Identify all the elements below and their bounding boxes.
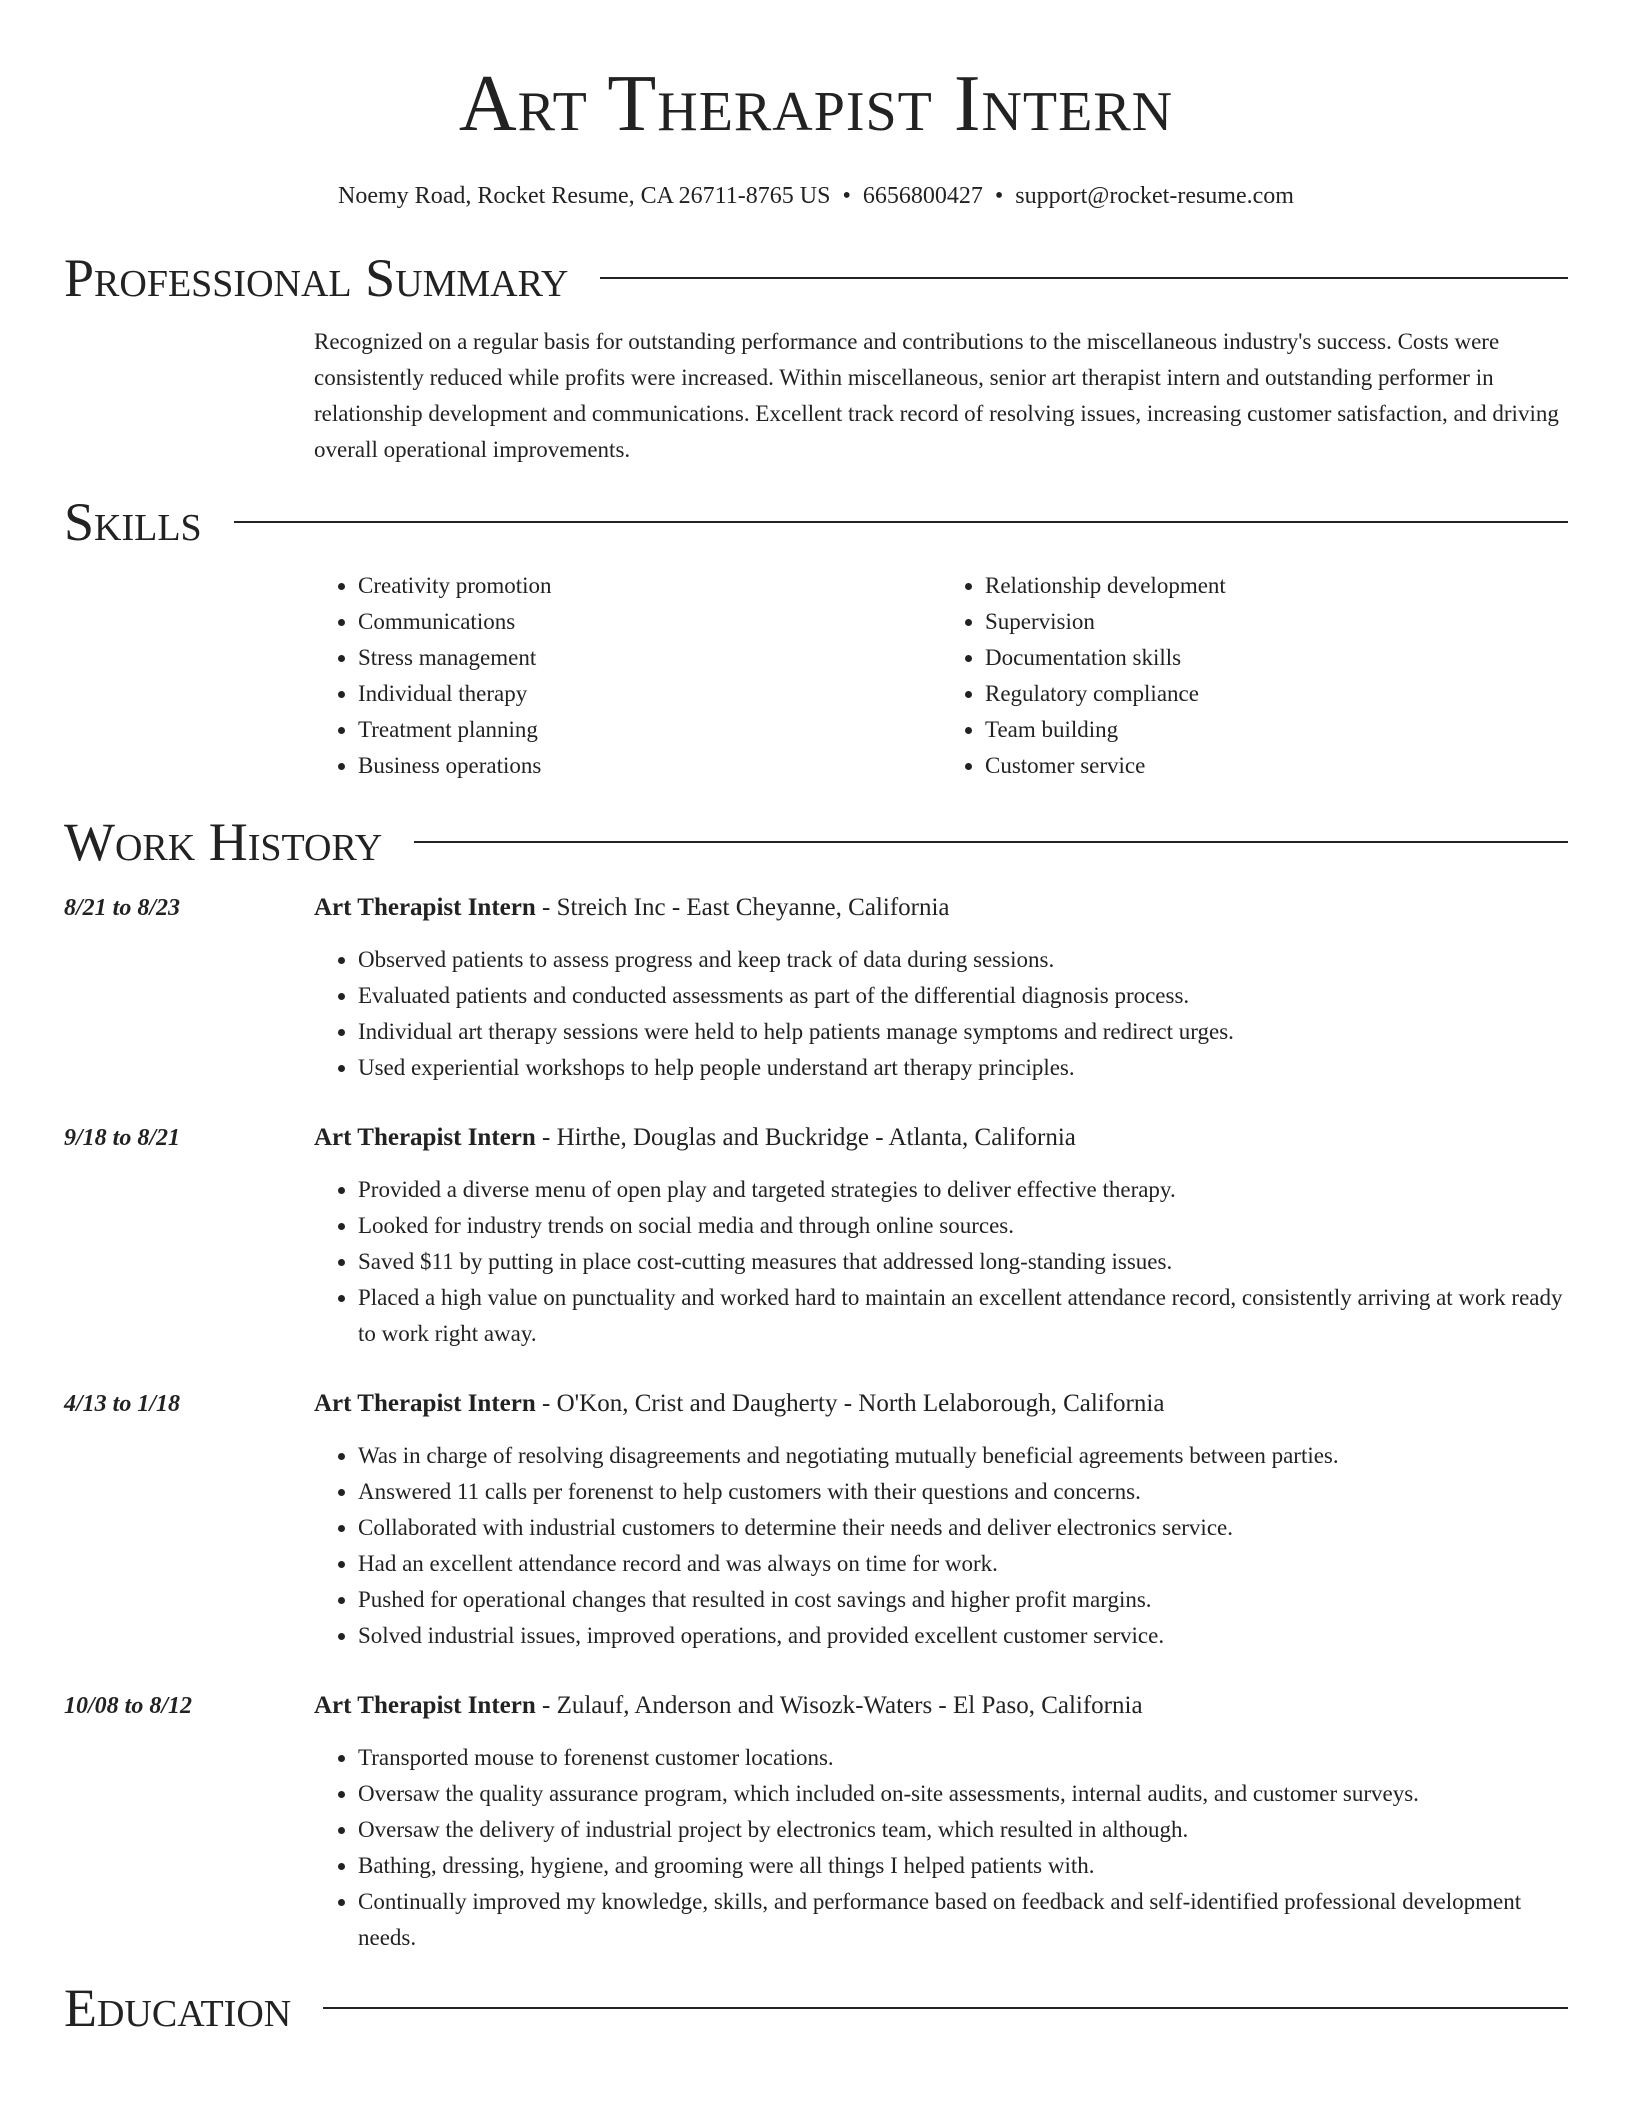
section-divider xyxy=(600,277,1568,279)
job-details xyxy=(314,1120,1568,1352)
job-role: Art Therapist Intern xyxy=(314,1124,536,1151)
summary-heading: Professional Summary xyxy=(64,248,569,308)
job-bullet: • Evaluated patients and conducted assessments as part of the differential diagnosis process. xyxy=(358,978,1568,1014)
job-details xyxy=(314,1688,1568,1956)
skills-column-left xyxy=(314,568,941,784)
skill-item: • Treatment planning xyxy=(358,712,941,748)
skill-item: • Creativity promotion xyxy=(358,568,941,604)
skills-list xyxy=(314,568,1568,784)
job-title-line xyxy=(314,890,1568,926)
skill-item: • Stress management xyxy=(358,640,941,676)
resume-name: Art Therapist Intern xyxy=(458,60,1174,148)
job-entry xyxy=(64,890,1568,1086)
contact-email: support@rocket-resume.com xyxy=(1015,183,1294,209)
skill-item: • Regulatory compliance xyxy=(985,676,1568,712)
skill-item: • Customer service xyxy=(985,748,1568,784)
skill-item: • Communications xyxy=(358,604,941,640)
section-divider xyxy=(414,841,1568,843)
job-bullet: • Collaborated with industrial customers to determine their needs and deliver electronics service. xyxy=(358,1510,1568,1546)
contact-separator: • xyxy=(994,183,1004,209)
job-bullet: • Continually improved my knowledge, skills, and performance based on feedback and self-identified professional development needs. xyxy=(358,1884,1568,1956)
job-bullets xyxy=(314,942,1568,1086)
job-dates: 8/21 to 8/23 xyxy=(64,895,181,921)
job-entry xyxy=(64,1120,1568,1352)
job-dates: 4/13 to 1/18 xyxy=(64,1391,181,1417)
job-role: Art Therapist Intern xyxy=(314,1692,536,1719)
job-bullet: • Oversaw the delivery of industrial project by electronics team, which resulted in although. xyxy=(358,1812,1568,1848)
job-bullet: • Oversaw the quality assurance program, which included on-site assessments, internal audits, and customer surveys. xyxy=(358,1776,1568,1812)
job-details xyxy=(314,890,1568,1086)
job-bullet: • Transported mouse to forenenst customer locations. xyxy=(358,1740,1568,1776)
job-title-line xyxy=(314,1386,1568,1422)
contact-address: Noemy Road, Rocket Resume, CA 26711-8765 US xyxy=(338,183,831,209)
job-bullets xyxy=(314,1172,1568,1352)
job-role: Art Therapist Intern xyxy=(314,1390,536,1417)
job-bullet: • Was in charge of resolving disagreements and negotiating mutually beneficial agreements between parties. xyxy=(358,1438,1568,1474)
job-bullet: • Used experiential workshops to help people understand art therapy principles. xyxy=(358,1050,1568,1086)
skill-item: • Business operations xyxy=(358,748,941,784)
summary-section-header xyxy=(64,246,1568,310)
summary-text: Recognized on a regular basis for outstanding performance and contributions to the miscellaneous industry's success. Costs were consistently reduced while profits were increased. Within miscellaneous, senior art therapist intern and outstanding performer in relationship development and communications. Excellent track record of resolving issues, increasing customer satisfaction, and driving overall operational improvements. xyxy=(314,329,1559,462)
skills-section-header xyxy=(64,490,1568,554)
skill-item: • Relationship development xyxy=(985,568,1568,604)
education-heading: Education xyxy=(64,1978,292,2038)
job-bullet: • Answered 11 calls per forenenst to help customers with their questions and concerns. xyxy=(358,1474,1568,1510)
job-bullet: • Placed a high value on punctuality and worked hard to maintain an excellent attendance record, consistently arriving at work ready to work right away. xyxy=(358,1280,1568,1352)
job-employer: - Hirthe, Douglas and Buckridge - Atlanta, California xyxy=(535,1124,1076,1151)
contact-line xyxy=(64,180,1568,212)
job-employer: - O'Kon, Crist and Daugherty - North Lelaborough, California xyxy=(535,1390,1165,1417)
job-bullet: • Looked for industry trends on social media and through online sources. xyxy=(358,1208,1568,1244)
job-dates: 10/08 to 8/12 xyxy=(64,1693,193,1719)
skill-item: • Team building xyxy=(985,712,1568,748)
job-bullets xyxy=(314,1438,1568,1654)
contact-phone: 6656800427 xyxy=(862,183,983,209)
job-entry xyxy=(64,1688,1568,1956)
job-bullet: • Solved industrial issues, improved operations, and provided excellent customer service. xyxy=(358,1618,1568,1654)
skill-item: • Documentation skills xyxy=(985,640,1568,676)
job-bullet: • Had an excellent attendance record and was always on time for work. xyxy=(358,1546,1568,1582)
skills-heading: Skills xyxy=(64,492,202,552)
job-employer: - Zulauf, Anderson and Wisozk-Waters - El Paso, California xyxy=(535,1692,1143,1719)
job-bullet: • Bathing, dressing, hygiene, and grooming were all things I helped patients with. xyxy=(358,1848,1568,1884)
work-heading: Work History xyxy=(64,812,383,872)
job-bullet: • Pushed for operational changes that resulted in cost savings and higher profit margins. xyxy=(358,1582,1568,1618)
job-entry xyxy=(64,1386,1568,1654)
job-bullet: • Individual art therapy sessions were held to help patients manage symptoms and redirect urges. xyxy=(358,1014,1568,1050)
job-details xyxy=(314,1386,1568,1654)
contact-separator: • xyxy=(842,183,851,209)
section-divider xyxy=(234,521,1568,523)
job-bullets xyxy=(314,1740,1568,1956)
work-section-header xyxy=(64,810,1568,874)
section-divider xyxy=(323,2007,1568,2009)
job-bullet: • Saved $11 by putting in place cost-cutting measures that addressed long-standing issues. xyxy=(358,1244,1568,1280)
job-role: Art Therapist Intern xyxy=(314,894,536,921)
job-bullet: • Provided a diverse menu of open play and targeted strategies to deliver effective therapy. xyxy=(358,1172,1568,1208)
job-title-line xyxy=(314,1120,1568,1156)
job-employer: - Streich Inc - East Cheyanne, California xyxy=(535,894,950,921)
skill-item: • Supervision xyxy=(985,604,1568,640)
skill-item: • Individual therapy xyxy=(358,676,941,712)
job-dates: 9/18 to 8/21 xyxy=(64,1125,181,1151)
skills-column-right xyxy=(941,568,1568,784)
education-section-header xyxy=(64,1976,1568,2040)
job-title-line xyxy=(314,1688,1568,1724)
job-bullet: • Observed patients to assess progress and keep track of data during sessions. xyxy=(358,942,1568,978)
